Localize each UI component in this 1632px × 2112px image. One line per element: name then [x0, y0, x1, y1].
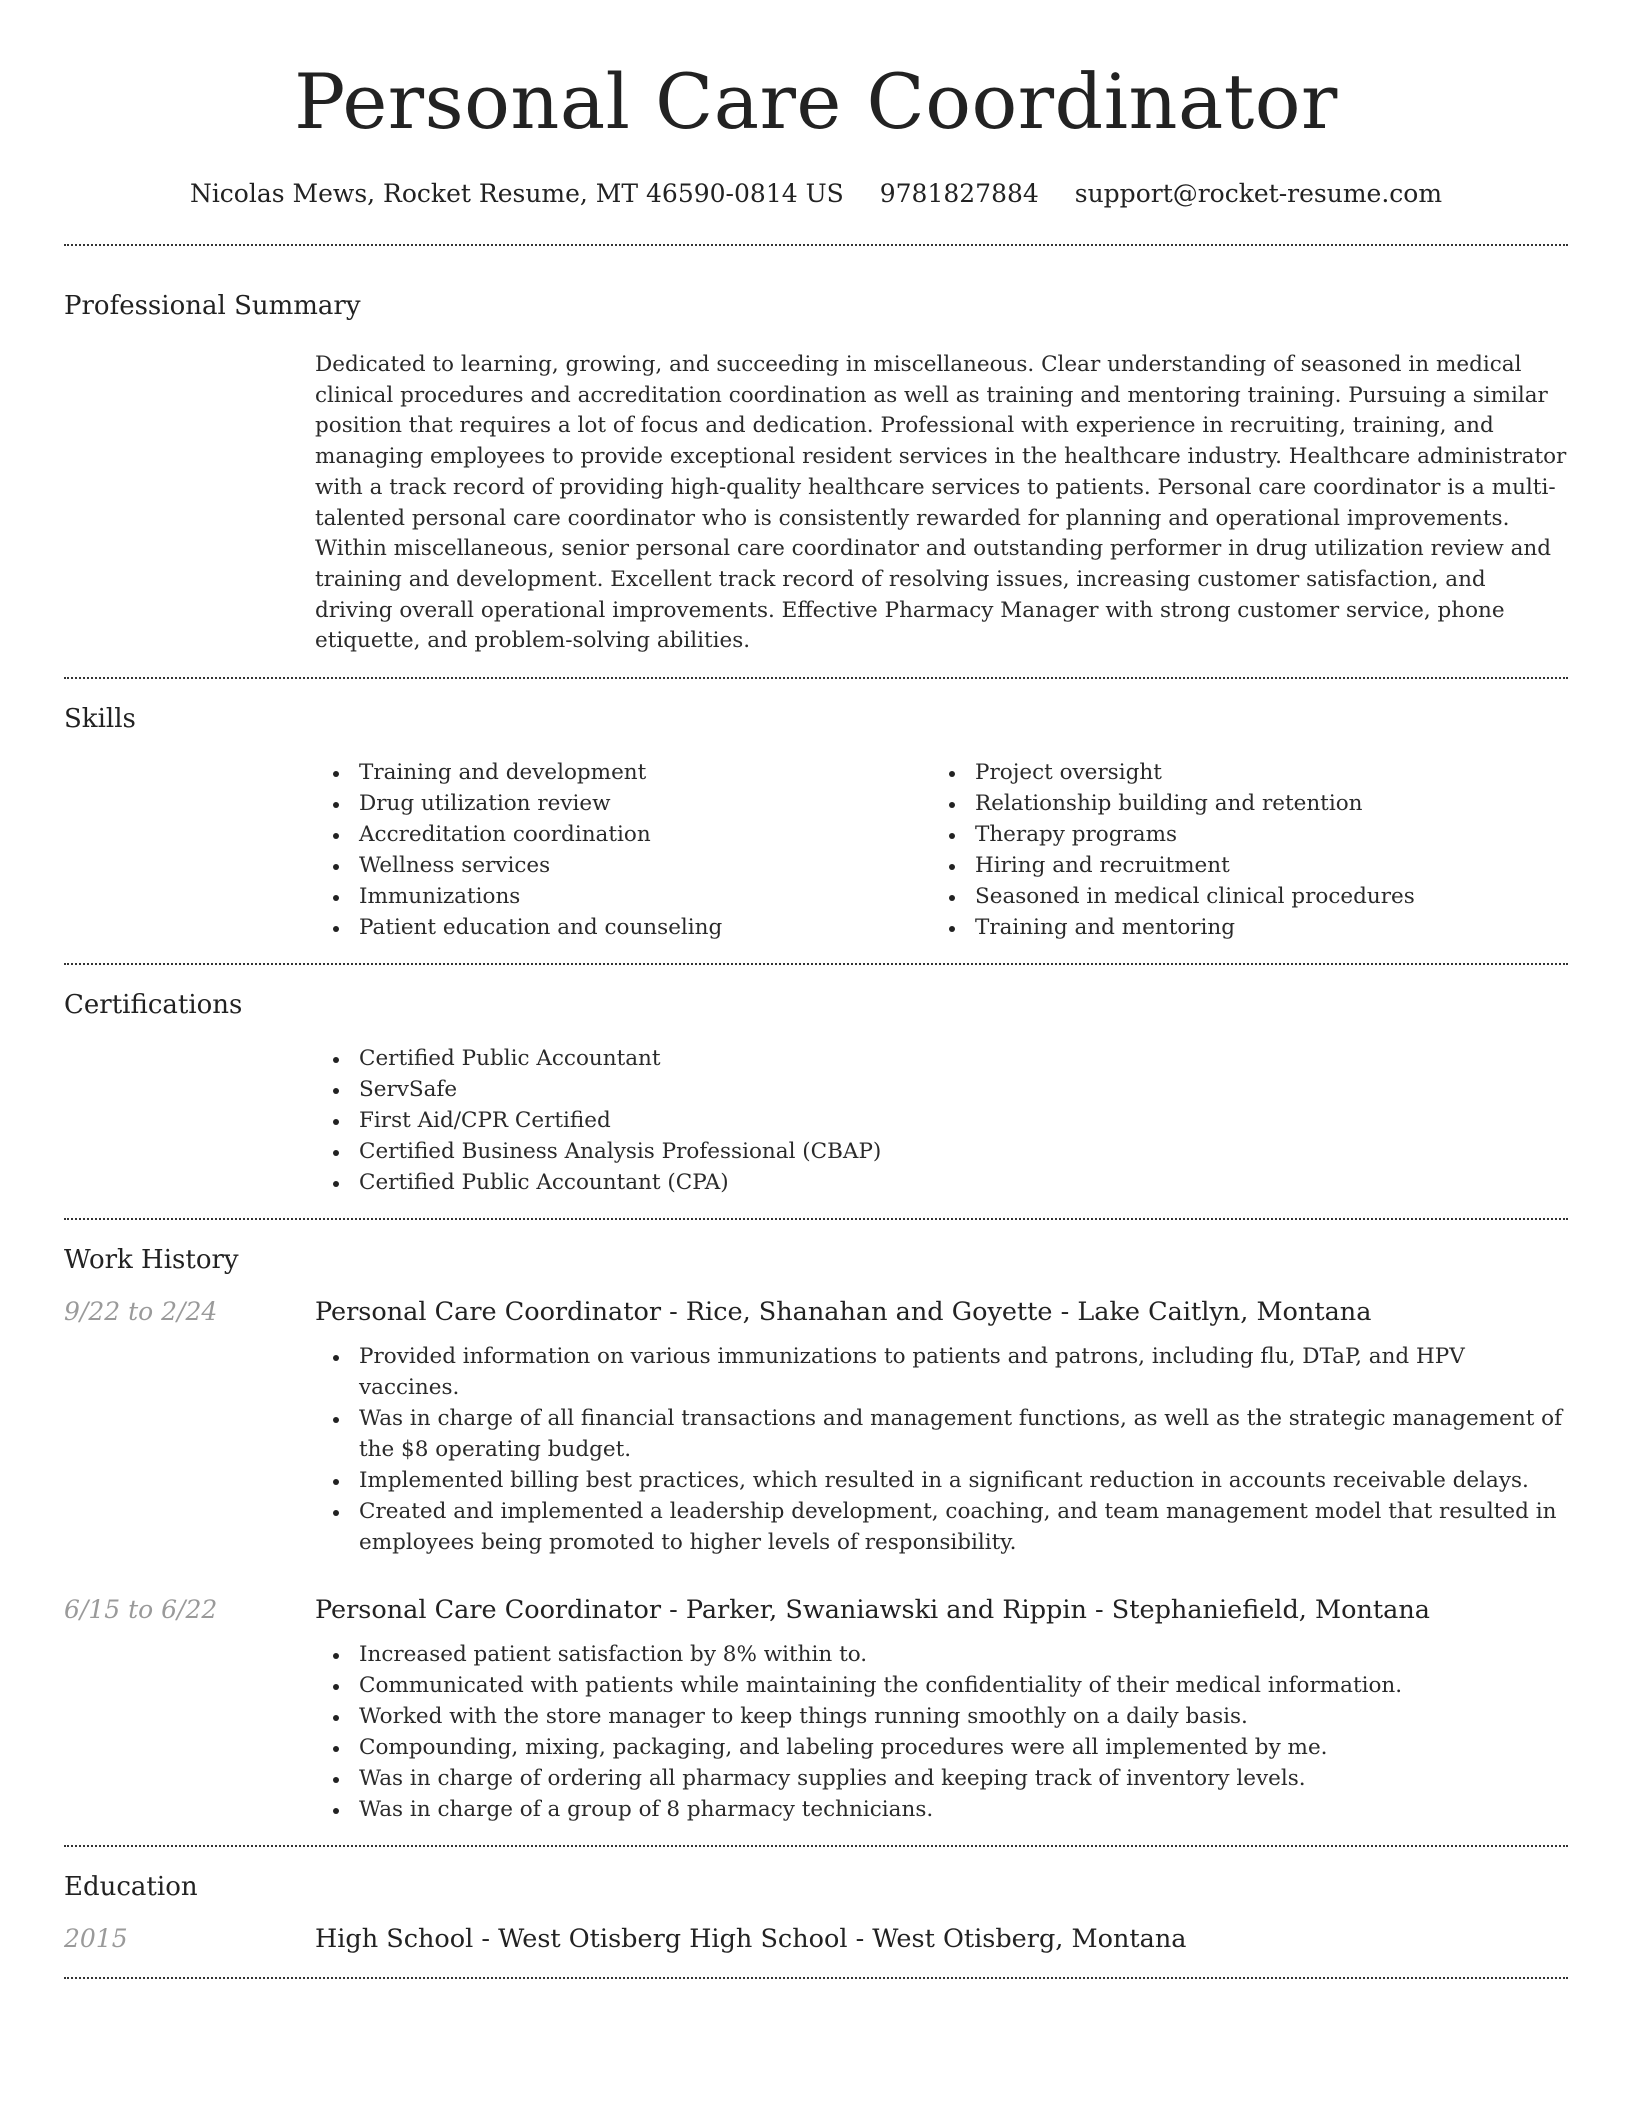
- section-title-work-history: Work History: [64, 1245, 239, 1276]
- section-title-education: Education: [64, 1872, 198, 1903]
- section-summary: [64, 246, 1568, 657]
- skill-item: Seasoned in medical clinical procedures: [931, 881, 1547, 912]
- certification-item: Certified Public Accountant: [315, 1043, 1568, 1074]
- skill-item: Training and development: [315, 757, 931, 788]
- skills-list-right: [931, 757, 1547, 943]
- skill-item: Relationship building and retention: [931, 788, 1547, 819]
- contact-address: Nicolas Mews, Rocket Resume, MT 46590-0814 US: [189, 179, 844, 208]
- certification-item: First Aid/CPR Certified: [315, 1105, 1568, 1136]
- job-title: Personal Care Coordinator - Rice, Shanahan and Goyette - Lake Caitlyn, Montana: [315, 1297, 1372, 1328]
- section-certifications: [64, 965, 1568, 1198]
- skill-item: Accreditation coordination: [315, 819, 931, 850]
- skills-grid: [315, 757, 1568, 943]
- job-bullets: [315, 1639, 1568, 1825]
- job-entry: [64, 1594, 1568, 1825]
- section-education: [64, 1847, 1568, 1955]
- job-bullet: Was in charge of a group of 8 pharmacy technicians.: [315, 1794, 1568, 1825]
- section-work-history: [64, 1220, 1568, 1825]
- education-year: 2015: [64, 1924, 128, 1954]
- resume-name: Personal Care Coordinator: [294, 57, 1338, 146]
- job-entry: [64, 1296, 1568, 1558]
- skill-item: Immunizations: [315, 881, 931, 912]
- job-bullet: Was in charge of ordering all pharmacy supplies and keeping track of inventory levels.: [315, 1763, 1568, 1794]
- skills-list-left: [315, 757, 931, 943]
- job-bullet: Compounding, mixing, packaging, and labeling procedures were all implemented by me.: [315, 1732, 1568, 1763]
- job-bullet: Worked with the store manager to keep things running smoothly on a daily basis.: [315, 1701, 1568, 1732]
- skill-item: Project oversight: [931, 757, 1547, 788]
- skill-item: Therapy programs: [931, 819, 1547, 850]
- summary-text: Dedicated to learning, growing, and succeeding in miscellaneous. Clear understanding of seasoned in medical clinical procedures and accreditation coordination as well as training and mentoring training. Pursuing a similar position that requires a lot of focus and dedication. Professional with experience in recruiting, training, and managing employees to provide exceptional resident services in the healthcare industry. Healthcare administrator with a track record of providing high-quality healthcare services to patients. Personal care coordinator is a multi-talented personal care coordinator who is consistently rewarded for planning and operational improvements. Within miscellaneous, senior personal care coordinator and outstanding performer in drug utilization review and training and development. Excellent track record of resolving issues, increasing customer satisfaction, and driving overall operational improvements. Effective Pharmacy Manager with strong customer service, phone etiquette, and problem-solving abilities.: [315, 352, 1567, 654]
- contact-line: [64, 178, 1568, 210]
- education-entry: [64, 1923, 1568, 1955]
- job-bullet: Increased patient satisfaction by 8% within to.: [315, 1639, 1568, 1670]
- job-dates: 6/15 to 6/22: [64, 1595, 218, 1625]
- section-skills: [64, 679, 1568, 943]
- job-bullet: Communicated with patients while maintaining the confidentiality of their medical information.: [315, 1670, 1568, 1701]
- section-title-summary: Professional Summary: [64, 291, 361, 321]
- skill-item: Drug utilization review: [315, 788, 931, 819]
- certification-item: ServSafe: [315, 1074, 1568, 1105]
- skill-item: Hiring and recruitment: [931, 850, 1547, 881]
- job-bullet: Provided information on various immunizations to patients and patrons, including flu, DTaP, and HPV vaccines.: [315, 1341, 1568, 1403]
- certifications-list: [315, 1043, 1568, 1198]
- skill-item: Wellness services: [315, 850, 931, 881]
- job-bullet: Implemented billing best practices, which resulted in a significant reduction in accounts receivable delays.: [315, 1465, 1568, 1496]
- section-title-certifications: Certifications: [64, 990, 243, 1021]
- job-bullet: Created and implemented a leadership development, coaching, and team management model that resulted in employees being promoted to higher levels of responsibility.: [315, 1496, 1568, 1558]
- job-bullet: Was in charge of all financial transactions and management functions, as well as the strategic management of the $8 operating budget.: [315, 1403, 1568, 1465]
- skill-item: Patient education and counseling: [315, 912, 931, 943]
- job-title: Personal Care Coordinator - Parker, Swaniawski and Rippin - Stephaniefield, Montana: [315, 1595, 1430, 1626]
- skill-item: Training and mentoring: [931, 912, 1547, 943]
- divider: [64, 1977, 1568, 1979]
- certification-item: Certified Business Analysis Professional (CBAP): [315, 1136, 1568, 1167]
- education-title: High School - West Otisberg High School - West Otisberg, Montana: [315, 1924, 1187, 1955]
- contact-phone: 9781827884: [879, 179, 1039, 208]
- job-dates: 9/22 to 2/24: [64, 1297, 218, 1327]
- contact-email: support@rocket-resume.com: [1074, 179, 1443, 208]
- certification-item: Certified Public Accountant (CPA): [315, 1167, 1568, 1198]
- job-bullets: [315, 1341, 1568, 1558]
- section-title-skills: Skills: [64, 704, 136, 735]
